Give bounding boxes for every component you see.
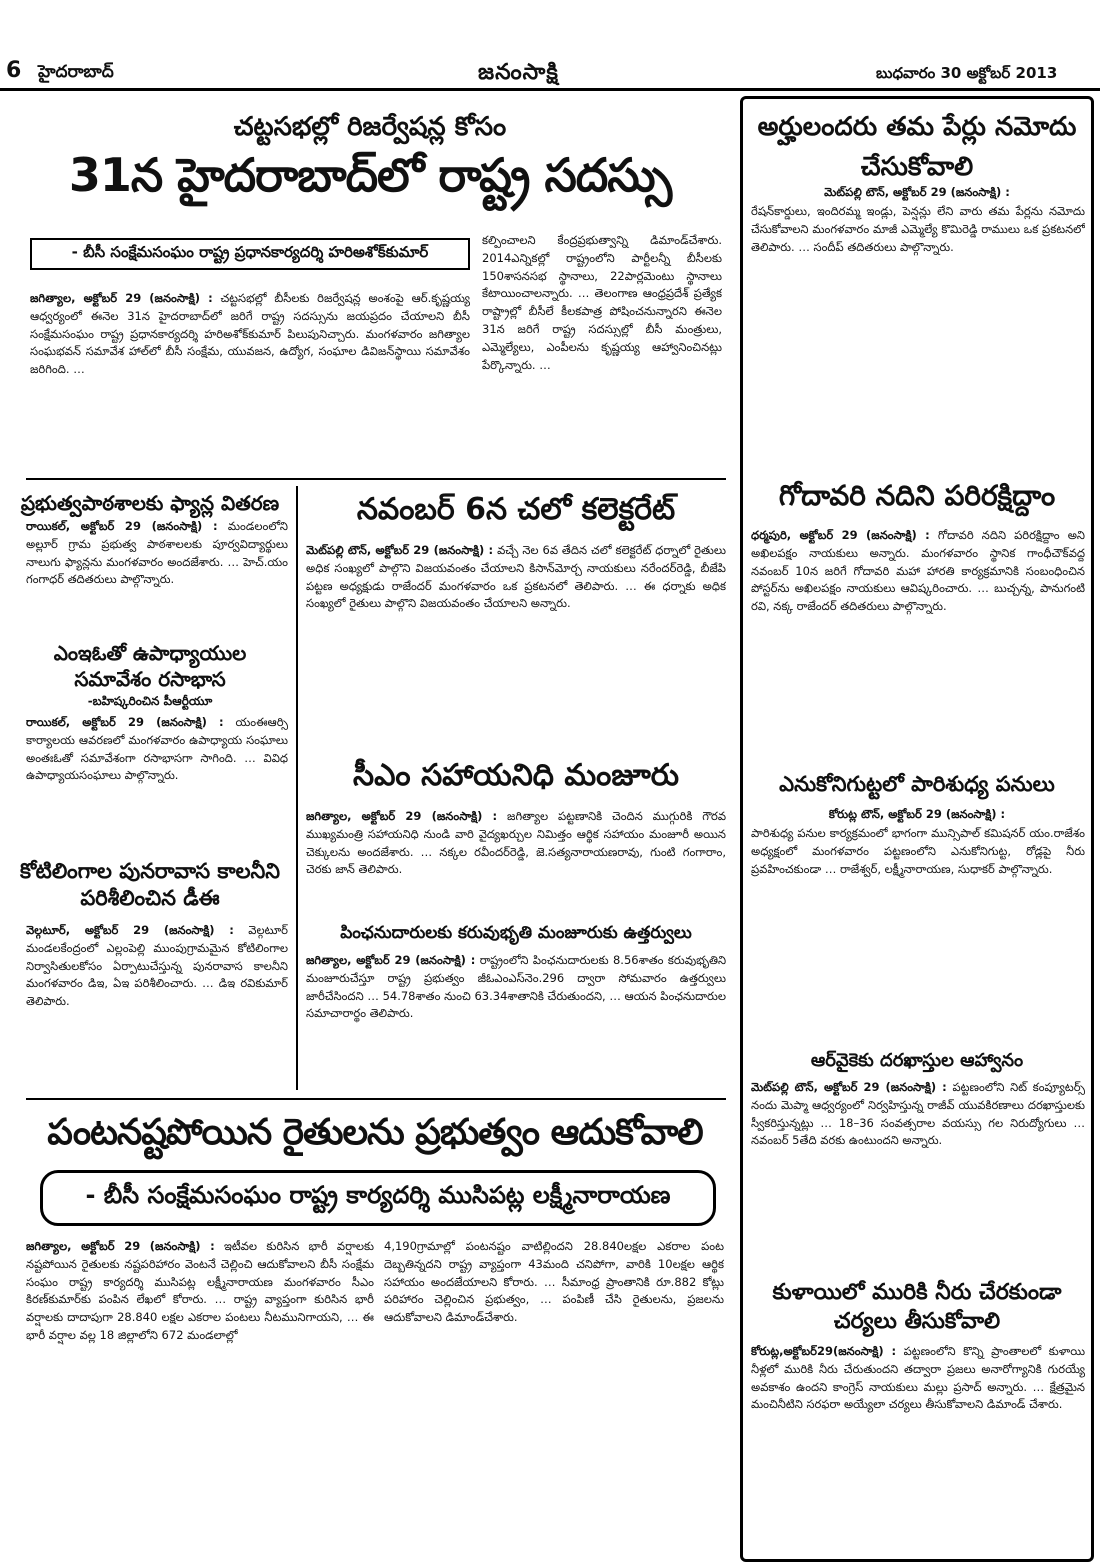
story-tap-body xyxy=(751,1343,1085,1555)
story-ryk-body xyxy=(751,1079,1085,1275)
masthead xyxy=(0,0,1100,92)
story-tap-headline: కుళాయిలో మురికి నీరు చేరకుండా చర్యలు తీసుకోవాలి xyxy=(772,1280,1062,1334)
story-ryk-text: పట్టణంలోని నిట్ కంప్యూటర్స్ నందు మెప్మా ఆధ్వర్యంలో నిర్వహిస్తున్న రాజీవ్ యువకిరణాలు దరఖాస్తులకు స్వీకరిస్తున్నట్లు … 18–36 సంవత్సరాల వయస్సు గల నిరుద్యోగులు … నవంబర్ 5తేది వరకు ఉంటుందని అన్నారు. xyxy=(751,1080,1085,1148)
story-cmrf-headline: సీఎం సహాయనిధి మంజూరు xyxy=(353,758,679,793)
story-pension-text: రాష్ట్రంలోని పింఛనుదారులకు 8.56శాతం కరువుభృతిని మంజూరుచేస్తూ రాష్ట్ర ప్రభుత్వం జీఓఎంఎస్‌నెం.296 ద్వారా సోమవారం ఉత్తర్వులు జారీచేసిందని … 54.78శాతం నుంచి 63.34శాతానికి చేరుతుందని, … ఆయన పింఛనుదారుల సమాచారార్థం తెలిపారు. xyxy=(306,953,726,1021)
lead-headline: 31న హైదరాబాద్‌లో రాష్ట్ర సదస్సు xyxy=(68,148,672,202)
story-godavari-dateline: ధర్మపురి, అక్టోబర్ 29 (జనంసాక్షి) : xyxy=(751,528,930,542)
issue-date: బుధవారం 30 అక్టోబర్ 2013 xyxy=(876,64,1058,82)
bottom-byline: - బీసీ సంక్షేమసంఘం రాష్ట్ర కార్యదర్శి ముసిపట్ల లక్ష్మీనారాయణ xyxy=(40,1170,716,1226)
lead-byline: - బీసీ సంక్షేమసంఘం రాష్ట్ర ప్రధానకార్యదర్శి హరిఅశోక్‌కుమార్ xyxy=(30,238,470,270)
story-tap-text: పట్టణంలోని కొన్ని ప్రాంతాలలో కుళాయి నీళ్లలో మురికి నీరు చేరుతుందని తద్వారా ప్రజలు అనారోగ్యానికి గురయ్యే అవకాశం ఉందని కాంగ్రెస్ నాయకులు మల్లు ప్రసాద్ అన్నారు. … క్షేత్రమైన మంచినీటిని సరఫరా అయ్యేలా చర్యలు తీసుకోవాలని డిమాండ్ చేశారు. xyxy=(751,1344,1085,1412)
story-pension-dateline: జగిత్యాల, అక్టోబర్ 29 (జనంసాక్షి) : xyxy=(306,953,476,967)
lead-body xyxy=(30,290,470,470)
story-sanitation-headline: ఎనుకోనిగుట్టలో పారిశుధ్య పనులు xyxy=(779,772,1055,796)
story-chalo-text: వచ్చే నెల 6వ తేదిన చలో కలెక్టరేట్ ధర్నాలో రైతులు అధిక సంఖ్యలో పాల్గొని విజయవంతం చేయాలని కిసాన్‌మోర్చ నాయకులు నరేందర్‌రెడ్డి, బీజేపి పట్టణ అధ్యక్షుడు రాజేందర్ మంగళవారం ఒక ప్రకటనలో తెలిపారు. … ఈ ధర్నాకు అధిక సంఖ్యలో రైతులు పాల్గొని విజయవంతం చేయాలని అన్నారు. xyxy=(306,543,726,611)
story-sanitation-body: పారిశుధ్య పనుల కార్యక్రమంలో భాగంగా మున్సిపాల్ కమిషనర్ యం.రాజేశం అధ్యక్షంలో మంగళవారం పట్టణంలోని ఎనుకోనిగుట్ట, రోడ్లపై నీరు ప్రవహించకుండా … రాజేశ్వర్, లక్ష్మీనారాయణ, సుధాకర్ పాల్గొన్నారు. xyxy=(751,826,1085,876)
story-tap-dateline: కోరుట్ల,అక్టోబర్29(జనంసాక్షి) : xyxy=(751,1344,897,1358)
paper-logo: జనంసాక్షి xyxy=(478,60,559,85)
story-meo-headline: ఎంఇఓతో ఉపాధ్యాయుల సమావేశం రసాభాస xyxy=(53,641,247,691)
story-cmrf-text: జగిత్యాల పట్టణానికి చెందిన ముగ్గురికి గౌరవ ముఖ్యమంత్రి సహాయనిధి నుండి వారి వైద్యఖర్చుల నిమిత్తం ఆర్థిక సహాయం మంజూరీ అయిన చెక్కులను అందజేశారు. … నక్కల రవీందర్‌రెడ్డి, జె.సత్యనారాయణరావు, గుంటి గంగారాం, చెరకు జాన్ తెలిపారు. xyxy=(306,809,726,877)
story-enroll-dateline: మెట్‌పల్లి టౌన్, అక్టోబర్ 29 (జనంసాక్షి) : xyxy=(824,185,1010,199)
story-fans-headline: ప్రభుత్వపాఠశాలకు ఫ్యాన్ల వితరణ xyxy=(20,491,280,515)
story-enroll-body: రేషన్‌కార్డులు, ఇందిరమ్మ ఇండ్లు, పెన్షన్లు లేని వారు తమ పేర్లను నమోదు చేసుకోవాలని మంగళవారం మాజీ ఎమ్మెల్యే కొమిరెడ్డి రాములు ఒక ప్రకటనలో తెలిపారు. … సందీప్ తదితరులు పాల్గొన్నారు. xyxy=(751,204,1085,254)
lead-kicker: చట్టసభల్లో రిజర్వేషన్ల కోసం xyxy=(233,112,507,142)
story-chalo-headline: నవంబర్ 6న చలో కలెక్టరేట్ xyxy=(356,492,676,527)
story-cmrf-dateline: జగిత్యాల, అక్టోబర్ 29 (జనంసాక్షి) : xyxy=(306,809,498,823)
bottom-headline: పంటనష్టపోయిన రైతులను ప్రభుత్వం ఆదుకోవాలి xyxy=(47,1112,703,1153)
story-godavari-body xyxy=(751,527,1085,765)
story-meo-dateline: రాయికల్, అక్టోబర్ 29 (జనంసాక్షి) : xyxy=(26,715,224,729)
story-meo-subhead: -బహిష్కరించిన పీఆర్టీయూ xyxy=(87,694,213,708)
section-divider xyxy=(26,478,726,480)
bottom-text-left: ఇటీవల కురిసిన భారీ వర్షాలకు నష్టపోయిన రైతులకు నష్టపరిహారం వెంటనే చెల్లించి ఆదుకోవాలని బీసీ సంక్షేమ సంఘం రాష్ట్ర కార్యదర్శి ముసిపట్ల లక్ష్మీనారాయణ మంగళవారం సీఎం కిరణ్‌కుమార్‌కు పంపిన లేఖలో కోరారు. … రాష్ట్ర వ్యాప్తంగా కురిసిన భారీ వర్షాలకు దాదాపుగా 28.840 లక్షల ఎకరాల పంటలు నీటమునిగాయని, … ఈ భారీ వర్షాల వల్ల 18 జిల్లాలోని 672 మండలాల్లో xyxy=(26,1239,374,1343)
story-chalo-body xyxy=(306,542,726,752)
story-fans-text: మండలంలోని అల్లూర్ గ్రామ ప్రభుత్వ పాఠశాలలకు పూర్వవిద్యార్థులు నాలుగు ఫ్యాన్లను మంగళవారం అందజేశారు. … హెచ్.యం గంగాధర్ తదితరులు పాల్గొన్నారు. xyxy=(26,519,288,587)
masthead-rule xyxy=(0,88,1100,91)
edition-city: హైదరాబాద్ xyxy=(38,62,114,82)
story-godavari-headline: గోదావరి నదిని పరిరక్షిద్దాం xyxy=(778,479,1056,512)
story-de-body xyxy=(26,922,288,1090)
story-de-text: వెల్గటూర్ మండలకేంద్రంలో ఎల్లంపెల్లి ముంపుగ్రామమైన కోటిలింగాల నిర్వాసితులకోసం ఏర్పాటుచేస్తున్న పునరావాస కాలనీని మంగళవారం డిఇ, ఏఇ పరిశీలించారు. … డిఇ రవికుమార్ తెలిపారు. xyxy=(26,923,288,1009)
story-pension-headline: పింఛనుదారులకు కరువుభృతి మంజూరుకు ఉత్తర్వులు xyxy=(340,923,692,943)
section-divider xyxy=(26,1098,726,1100)
lead-body-right: కల్పించాలని కేంద్రప్రభుత్వాన్ని డిమాండ్‌చేశారు. 2014ఎన్నికల్లో రాష్ట్రంలోని పార్టీలన్నీ బీసీలకు 150శాసనసభ స్థానాలు, 22పార్లమెంటు స్థానాలు కేటాయించాలన్నారు. … తెలంగాణ ఆంధ్రప్రదేశ్ ప్రత్యేక రాష్ట్రాల్లో బీసీలే కీలకపాత్ర పోషించనున్నారని ఈనెల 31న జరిగే రాష్ట్ర సదస్సుల్లో బీసీ మంత్రులు, ఎమ్మెల్యేలు, ఎంపీలను కృష్ణయ్య ఆహ్వానించినట్లు పేర్కొన్నారు. … xyxy=(482,233,722,372)
story-godavari-text: గోదావరి నదిని పరిరక్షిద్దాం అని అఖిలపక్షం నాయకులు అన్నారు. మంగళవారం స్థానిక గాంధీచౌక్‌వద్ద నవంబర్ 10న జరిగే గోదావరి మహా హారతి కార్యక్రమానికి సంబంధించిన పోస్టర్‌ను అఖిలపక్షం నాయకులు ఆవిష్కరించారు. … బుచ్చన్న, పానుగంటి రవి, నక్క రాజేందర్ తదితరులు పాల్గొన్నారు. xyxy=(751,528,1085,614)
story-sanitation-dateline: కోరుట్ల టౌన్, అక్టోబర్ 29 (జనంసాక్షి) : xyxy=(828,807,1006,821)
bottom-dateline: జగిత్యాల, అక్టోబర్ 29 (జనంసాక్షి) : xyxy=(26,1239,215,1253)
lead-body-text: చట్టసభల్లో బీసీలకు రిజర్వేషన్ల అంశంపై ఆర్.కృష్ణయ్య ఆధ్వర్యంలో ఈనెల 31న హైదరాబాద్‌లో జరిగే రాష్ట్ర సదస్సును జయప్రదం చేయాలని బీసీ సంక్షేమసంఘం రాష్ట్ర ప్రధానకార్యదర్శి హరిఅశోక్‌కుమార్ పిలుపునిచ్చారు. మంగళవారం జగిత్యాల సంఘభవన్ సమావేశ హాల్‌లో బీసీ సంక్షేమ, యువజన, ఉద్యోగ, సంఘాల డివిజన్‌స్థాయి సమావేశం జరిగింది. … xyxy=(30,291,470,377)
story-chalo-dateline: మెట్‌పల్లి టౌన్, అక్టోబర్ 29 (జనంసాక్షి) : xyxy=(306,543,494,557)
column-rule xyxy=(296,486,298,1090)
story-pension-body xyxy=(306,952,726,1090)
story-meo-text: యంఈఆర్సి కార్యాలయ ఆవరణలో మంగళవారం ఉపాధ్యాయ సంఘాలు అంతఃఓతో సమావేశంగా రసాభాసగా సాగింది. … వివిధ ఉపాధ్యాయసంఘాలు పాల్గొన్నారు. xyxy=(26,715,288,783)
story-fans-body xyxy=(26,518,288,630)
story-cmrf-body xyxy=(306,808,726,918)
bottom-body-right: 4,190గ్రామాల్లో పంటనష్టం వాటిల్లిందని 28.840లక్షల ఎకరాల పంట దెబ్బతిన్నదని రాష్ట్ర వ్యాప్తంగా 43మంది చనిపోగా, వారికి 10లక్షల ఆర్థిక సహాయం అందజేయాలని కోరారు. … సీమాంధ్ర ప్రాంతానికి రూ.882 కోట్లు పరిహారం చెల్లించిన ప్రభుత్వం, … పంపిణీ చేసి రైతులను, ప్రజలను ఆదుకోవాలని డిమాండ్‌చేశారు. xyxy=(384,1239,724,1325)
story-de-headline: కోటిలింగాల పునరావాస కాలనీని పరిశీలించిన డీఈ xyxy=(20,859,280,911)
story-fans-dateline: రాయికల్, అక్టోబర్ 29 (జనంసాక్షి) : xyxy=(26,519,218,533)
story-enroll-headline: అర్హులందరు తమ పేర్లు నమోదు చేసుకోవాలి xyxy=(757,112,1077,183)
lead-dateline: జగిత్యాల, అక్టోబర్ 29 (జనంసాక్షి) : xyxy=(30,291,213,305)
story-ryk-dateline: మెట్‌పల్లి టౌన్, అక్టోబర్ 29 (జనంసాక్షి) : xyxy=(751,1080,947,1094)
story-de-dateline: వెల్గటూర్, అక్టోబర్ 29 (జనంసాక్షి) : xyxy=(26,923,234,937)
right-column xyxy=(740,96,1094,1562)
story-ryk-headline: ఆర్‌వైకెకు దరఖాస్తుల ఆహ్వానం xyxy=(810,1050,1024,1071)
bottom-body-left xyxy=(26,1238,374,1556)
page-number: 6 xyxy=(6,58,22,83)
story-meo-body xyxy=(26,714,288,846)
